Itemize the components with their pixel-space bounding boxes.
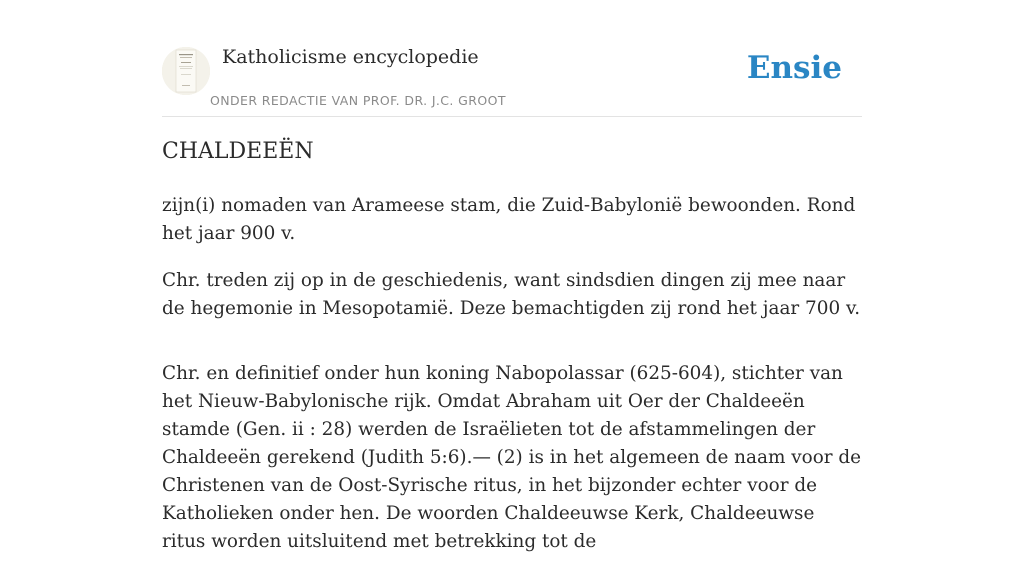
header xyxy=(162,40,862,117)
article-body xyxy=(162,192,862,575)
book-title[interactable]: Katholicisme encyclopedie xyxy=(222,46,479,68)
article-paragraph: zijn(i) nomaden van Arameese stam, die Zuid-Babylonië bewoonden. Rond het jaar 900 v. xyxy=(162,195,856,244)
page xyxy=(162,0,862,552)
book-cover-image[interactable] xyxy=(162,47,210,95)
article-paragraph: Chr. treden zij op in de geschiedenis, want sindsdien dingen zij mee naar de hegemonie in Mesopotamië. Deze bemachtigden zij rond het jaar 700 v. xyxy=(162,270,861,319)
article-title: CHALDEEËN xyxy=(162,139,314,164)
ensie-logo[interactable]: Ensie xyxy=(746,50,842,86)
editor-credit: ONDER REDACTIE VAN PROF. DR. J.C. GROOT xyxy=(210,93,506,108)
article-paragraph: Chr. en definitief onder hun koning Nabopolassar (625-604), stichter van het Nieuw-Babylonische rijk. Omdat Abraham uit Oer der Chaldeeën stamde (Gen. ii : 28) werden de Israëlieten tot de afstammelingen der Chaldeeën gerekend (Judith 5:6).— (2) is in het algemeen de naam voor de Christenen van de Oost-Syrische ritus, in het bijzonder echter voor de Katholieken onder hen. De woorden Chaldeeuwse Kerk, Chaldeeuwse ritus worden uitsluitend met betrekking tot de xyxy=(162,363,862,552)
